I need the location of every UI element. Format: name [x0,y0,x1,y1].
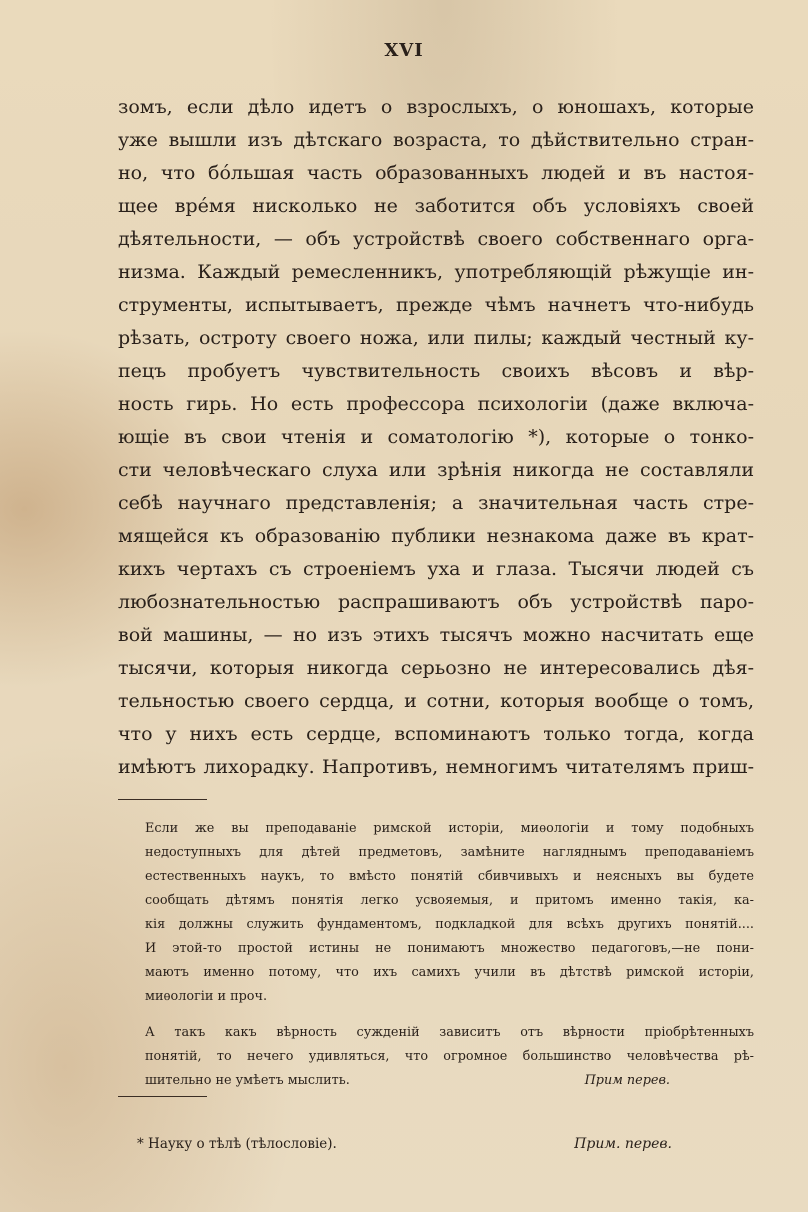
footnote-line: кія должны служить фундаментомъ, подкладкой для всѣхъ другихъ понятій.... [145,917,754,932]
bottom-note-divider [118,1096,207,1097]
main-text-line: пецъ пробуетъ чувствительность своихъ вѣсовъ и вѣр- [118,360,754,382]
footnote-line: сообщать дѣтямъ понятія легко усвояемыя, и притомъ именно такія, ка- [145,893,754,908]
bottom-note [137,1136,672,1152]
bottom-note-text: * Науку о тѣлѣ (тѣлословіе). [137,1136,337,1152]
footnote-line: маютъ именно потому, что ихъ самихъ учили въ дѣтствѣ римской исторіи, [145,965,754,980]
main-text-line: тысячи, которыя никогда серьозно не интересовались дѣя- [118,657,754,679]
footnote-line: шительно не умѣетъ мыслить. [145,1073,350,1088]
main-text [118,91,754,784]
main-text-line: струменты, испытываетъ, прежде чѣмъ начнетъ что-нибудь [118,294,754,316]
main-text-line: себѣ научнаго представленія; а значительная часть стре- [118,492,754,514]
main-text-line: но, что бо́льшая часть образованныхъ людей и въ настоя- [118,162,754,184]
main-text-line: вой машины, — но изъ этихъ тысячъ можно насчитать еще [118,624,754,646]
bottom-note-signature: Прим. перев. [574,1136,672,1152]
main-text-line: тельностью своего сердца, и сотни, которыя вообще о томъ, [118,690,754,712]
main-text-line: дѣятельности, — объ устройствѣ своего собственнаго орга- [118,228,754,250]
footnote-line: Если же вы преподаваніе римской исторіи, миѳологіи и тому подобныхъ [145,821,754,836]
main-text-line: зомъ, если дѣло идетъ о взрослыхъ, о юношахъ, которые [118,96,754,118]
main-text-line: кихъ чертахъ съ строеніемъ уха и глаза. Тысячи людей съ [118,558,754,580]
footnote-2 [145,1021,754,1093]
footnote-line: А такъ какъ вѣрность сужденій зависитъ отъ вѣрности пріобрѣтенныхъ [145,1025,754,1040]
main-text-line: мящейся къ образованію публики незнакома даже въ крат- [118,525,754,547]
footnote-line: понятій, то нечего удивляться, что огромное большинство человѣчества рѣ- [145,1049,754,1064]
footnote-line-with-signature [145,1069,754,1093]
main-text-line: щее вре́мя нисколько не заботится объ условіяхъ своей [118,195,754,217]
main-text-line: что у нихъ есть сердце, вспоминаютъ только тогда, когда [118,723,754,745]
footnote-line: миѳологіи и проч. [145,989,268,1004]
main-text-line: любознательностью распрашиваютъ объ устройствѣ паро- [118,591,754,613]
main-text-line: ность гирь. Но есть профессора психологіи (даже включа- [118,393,754,415]
main-text-line: уже вышли изъ дѣтскаго возраста, то дѣйствительно стран- [118,129,754,151]
main-text-line: имѣютъ лихорадку. Напротивъ, немногимъ читателямъ приш- [118,756,754,778]
footnote-1 [145,817,754,1009]
main-text-line: рѣзать, остроту своего ножа, или пилы; каждый честный ку- [118,327,754,349]
footnote-line: недоступныхъ для дѣтей предметовъ, замѣните нагляднымъ преподаваніемъ [145,845,754,860]
main-text-line: ющіе въ свои чтенія и соматологію *), которые о тонко- [118,426,754,448]
main-text-line: сти человѣческаго слуха или зрѣнія никогда не составляли [118,459,754,481]
page-number: XVI [384,40,424,61]
footnote-line: естественныхъ наукъ, то вмѣсто понятій сбивчивыхъ и неясныхъ вы будете [145,869,754,884]
footnote-line: И этой-то простой истины не понимаютъ множество педагоговъ,—не пони- [145,941,754,956]
translator-note-signature: Прим перев. [584,1073,670,1088]
footnote-divider [118,799,207,800]
main-text-line: низма. Каждый ремесленникъ, употребляющій рѣжущіе ин- [118,261,754,283]
